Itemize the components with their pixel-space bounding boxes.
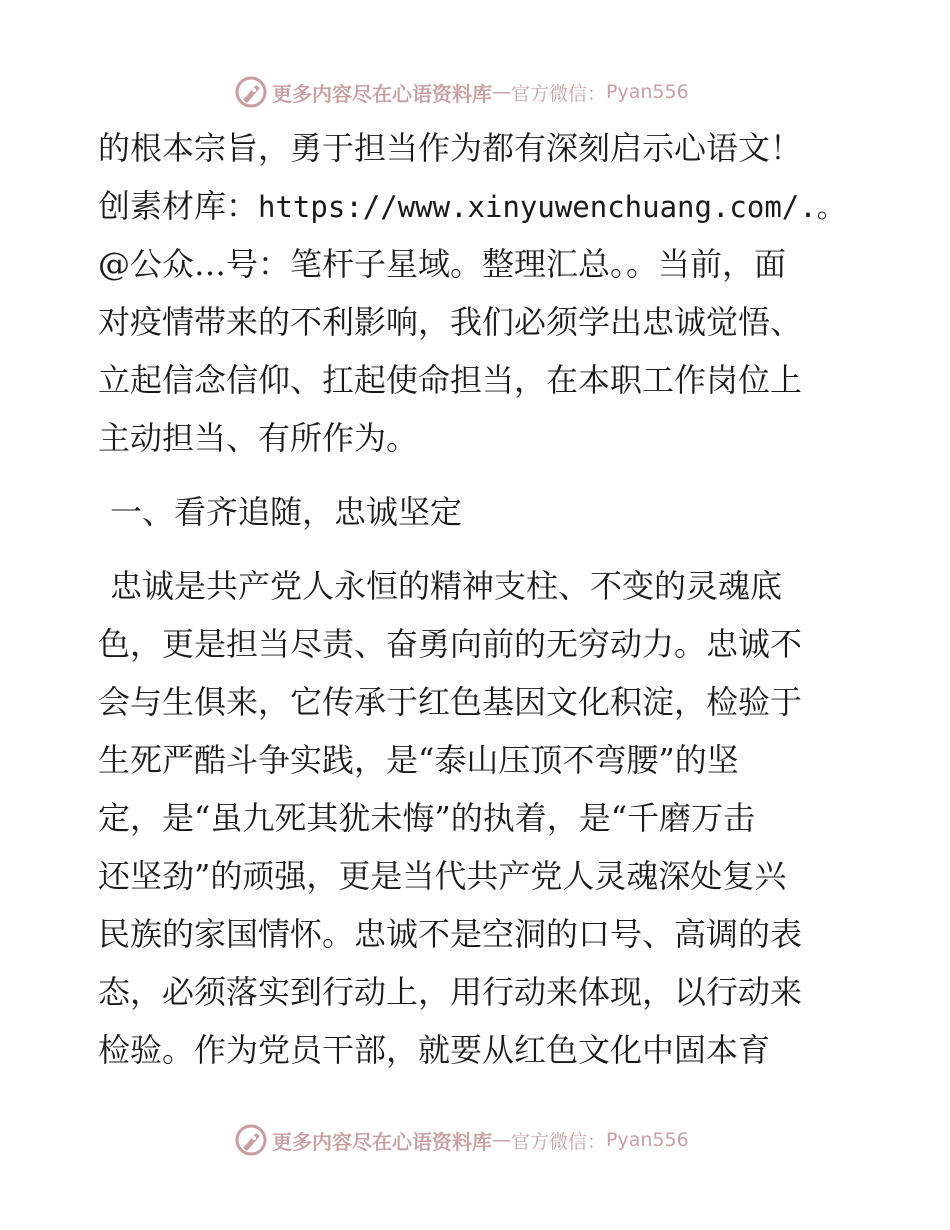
para-line-8: 态，必须落实到行动上，用行动来体现，以行动来 [98,973,803,1011]
watermark-wechat-id: Pyan556 [606,81,689,103]
pen-nib-logo-icon [234,1123,268,1157]
para-line-6: 还坚劲”的顽强，更是当代共产党人灵魂深处复兴 [98,857,787,895]
para-line-9: 检验。作为党员干部，就要从红色文化中固本育 [98,1031,771,1069]
para-line-3: 会与生俱来，它传承于红色基因文化积淀，检验于 [98,683,803,721]
para-line-1: 忠诚是共产党人永恒的精神支柱、不变的灵魂底 [110,567,783,605]
body-line-3: @公众…号：笔杆子星域。整理汇总。。当前，面 [98,245,787,283]
url-text: https://www.xinyuwenchuang.com/.。 [258,190,846,224]
body-line-4: 对疫情带来的不利影响，我们必须学出忠诚觉悟、 [98,303,803,341]
para-line-4: 生死严酷斗争实践，是“泰山压顶不弯腰”的坚 [98,741,739,779]
watermark-wechat-label: 官方微信： [511,82,607,105]
header-watermark [0,72,950,112]
body-line-5: 立起信念信仰、扛起使命担当，在本职工作岗位上 [98,361,803,399]
section-heading: 一、看齐追随，忠诚坚定 [110,493,463,531]
body-line-6: 主动担当、有所作为。 [98,419,419,457]
para-line-7: 民族的家国情怀。忠诚不是空洞的口号、高调的表 [98,915,803,953]
pen-nib-logo-icon [234,75,268,109]
body-line-2 [98,186,858,226]
body-line-1: 的根本宗旨，勇于担当作为都有深刻启示心语文！ [98,129,803,167]
watermark-wechat-id: Pyan556 [606,1129,689,1151]
para-line-2: 色，更是担当尽责、奋勇向前的无穷动力。忠诚不 [98,625,803,663]
watermark-wechat-label: 官方微信： [511,1130,607,1153]
watermark-separator: — [492,81,511,103]
watermark-text: 更多内容尽在心语资料库 [272,1129,492,1154]
body-line-2-prefix: 创素材库： [98,187,259,225]
watermark-text: 更多内容尽在心语资料库 [272,81,492,106]
para-line-5: 定，是“虽九死其犹未悔”的执着，是“千磨万击 [98,799,756,837]
watermark-separator: — [492,1129,511,1151]
footer-watermark [0,1120,950,1160]
